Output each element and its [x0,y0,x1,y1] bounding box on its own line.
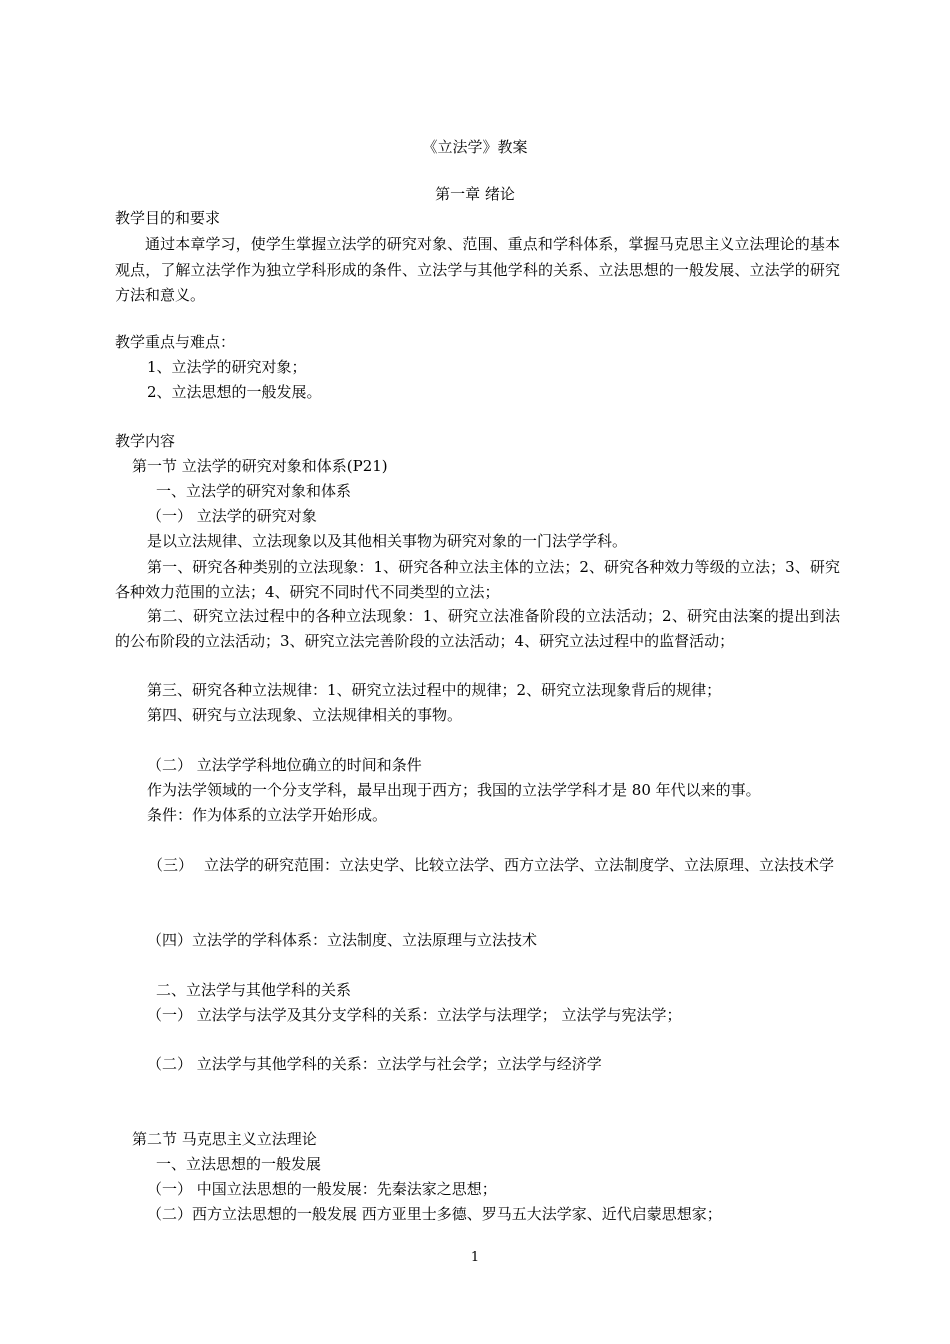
document-title: 《立法学》教案 [422,138,528,156]
paragraph-text: 作为法学领域的一个分支学科，最早出现于西方；我国的立法学学科才是 80 年代以来的事。 [147,781,761,799]
subsection-title: （一） 立法学与法学及其分支学科的关系：立法学与法理学； 立法学与宪法学； [147,1006,682,1024]
subsection-title: （二） 立法学与其他学科的关系：立法学与社会学；立法学与经济学 [147,1055,602,1073]
subsection-marker: （三） [148,856,194,874]
chapter-title: 第一章 绪论 [435,185,515,203]
part-title: 一、立法思想的一般发展 [156,1155,322,1173]
keypoint-item: 1、立法学的研究对象； [147,358,307,376]
research-item-third: 第三、研究各种立法规律：1、研究立法过程中的规律；2、研究立法现象背后的规律； [147,681,722,699]
subsection-title: （一） 立法学的研究对象 [147,507,317,525]
subsection-title: （四）立法学的学科体系：立法制度、立法原理与立法技术 [147,931,538,949]
subsection-title: （二） 立法学学科地位确立的时间和条件 [147,756,422,774]
page-number: 1 [470,1250,480,1265]
paragraph-text: 条件：作为体系的立法学开始形成。 [147,806,388,824]
subsection-title: （一） 中国立法思想的一般发展：先秦法家之思想； [147,1180,497,1198]
objectives-paragraph: 通过本章学习，使学生掌握立法学的研究对象、范围、重点和学科体系，掌握马克思主义立法理论的基本观点，了解立法学作为独立学科形成的条件、立法学与其他学科的关系、立法思想的一般发展、立法学的研究方法和意义。 [115,235,840,304]
content-heading: 教学内容 [115,432,176,450]
section-title: 第二节 马克思主义立法理论 [132,1130,317,1148]
research-item-first: 第一、研究各种类别的立法现象：1、研究各种立法主体的立法；2、研究各种效力等级的立法；3、研究各种效力范围的立法；4、研究不同时代不同类型的立法； [115,558,840,601]
subsection-title: （二）西方立法思想的一般发展 西方亚里士多德、罗马五大法学家、近代启蒙思想家； [147,1205,722,1223]
definition-text: 是以立法规律、立法现象以及其他相关事物为研究对象的一门法学学科。 [147,532,628,550]
keypoint-item: 2、立法思想的一般发展。 [147,383,322,401]
keypoints-heading: 教学重点与难点： [115,333,236,351]
research-item-fourth: 第四、研究与立法现象、立法规律相关的事物。 [147,706,463,724]
subsection-text: 立法学的研究范围：立法史学、比较立法学、西方立法学、立法制度学、立法原理、立法技术学 [204,856,835,874]
part-title: 一、立法学的研究对象和体系 [156,482,352,500]
part-title: 二、立法学与其他学科的关系 [156,981,352,999]
research-item-second: 第二、研究立法过程中的各种立法现象：1、研究立法准备阶段的立法活动；2、研究由法案的提出到法的公布阶段的立法活动；3、研究立法完善阶段的立法活动；4、研究立法过程中的监督活动； [115,607,840,650]
objectives-heading: 教学目的和要求 [115,209,221,227]
section-title: 第一节 立法学的研究对象和体系(P21) [132,457,388,475]
